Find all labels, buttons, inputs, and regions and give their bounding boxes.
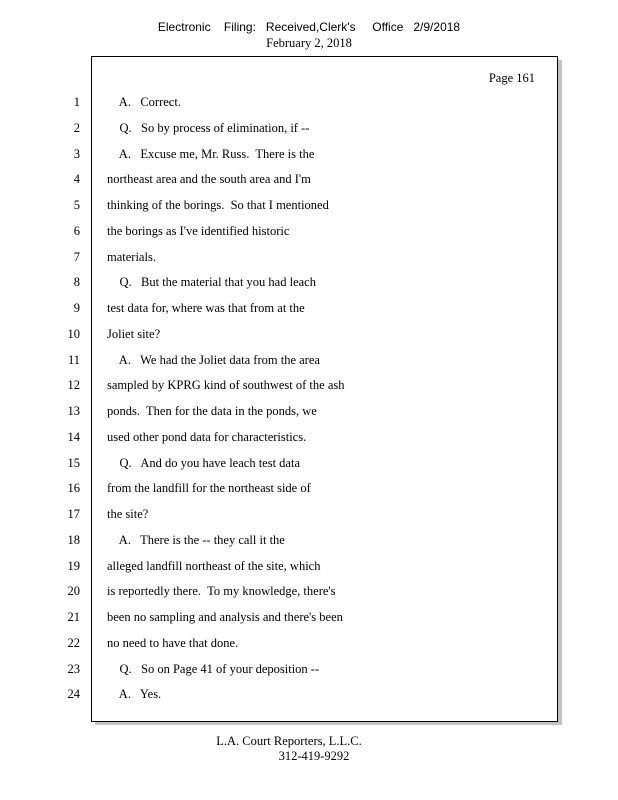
line-number: 7: [73, 250, 80, 264]
transcript-line-text: A. Correct.: [107, 95, 181, 109]
reporter-company: L.A. Court Reporters, L.L.C.: [216, 734, 362, 748]
transcript-line-text: Q. And do you have leach test data: [107, 456, 301, 470]
transcript-line-text: ponds. Then for the data in the ponds, we: [107, 404, 317, 418]
line-number: 18: [67, 533, 80, 547]
transcript-line-text: alleged landfill northeast of the site, which: [107, 559, 321, 573]
transcript-line-text: test data for, where was that from at the: [107, 301, 305, 315]
line-number: 23: [67, 662, 80, 676]
filing-stamp: Electronic Filing: Received,Clerk's Office 2/9/2018: [157, 20, 461, 34]
line-number: 10: [67, 327, 80, 341]
line-number: 24: [67, 687, 80, 701]
line-number: 1: [73, 95, 80, 109]
transcript-line-text: is reportedly there. To my knowledge, there's: [107, 584, 336, 598]
line-number: 5: [73, 198, 80, 212]
line-number: 14: [67, 430, 80, 444]
reporter-phone: 312-419-9292: [278, 749, 350, 763]
line-number: 20: [67, 584, 80, 598]
transcript-line-text: from the landfill for the northeast side of: [107, 481, 311, 495]
transcript-line-text: been no sampling and analysis and there's been: [107, 610, 343, 624]
page-number: Page 161: [488, 71, 535, 85]
line-number: 17: [67, 507, 80, 521]
line-number: 4: [73, 172, 80, 186]
line-number: 6: [73, 224, 80, 238]
transcript-line-text: used other pond data for characteristics.: [107, 430, 307, 444]
filing-date: February 2, 2018: [266, 36, 352, 50]
transcript-line-text: materials.: [107, 250, 156, 264]
line-number: 16: [67, 481, 80, 495]
transcript-line-text: A. Yes.: [107, 687, 162, 701]
transcript-line-text: no need to have that done.: [107, 636, 239, 650]
transcript-line-text: Joliet site?: [107, 327, 161, 341]
transcript-line-text: A. Excuse me, Mr. Russ. There is the: [107, 147, 315, 161]
line-number: 8: [73, 275, 80, 289]
transcript-line-text: sampled by KPRG kind of southwest of the ash: [107, 378, 345, 392]
line-number: 22: [67, 636, 80, 650]
line-number: 12: [67, 378, 80, 392]
line-number: 9: [73, 301, 80, 315]
transcript-line-text: the borings as I've identified historic: [107, 224, 290, 238]
line-number: 15: [67, 456, 80, 470]
line-number: 21: [67, 610, 80, 624]
transcript-line-text: A. We had the Joliet data from the area: [107, 353, 320, 367]
line-number: 19: [67, 559, 80, 573]
line-number: 2: [73, 121, 80, 135]
transcript-line-text: northeast area and the south area and I'm: [107, 172, 311, 186]
line-number: 11: [67, 353, 80, 367]
transcript-line-text: Q. So on Page 41 of your deposition --: [107, 662, 320, 676]
transcript-line-text: Q. But the material that you had leach: [107, 275, 316, 289]
transcript-line-text: thinking of the borings. So that I mentioned: [107, 198, 329, 212]
transcript-line-text: A. There is the -- they call it the: [107, 533, 285, 547]
line-number: 3: [73, 147, 80, 161]
transcript-line-text: Q. So by process of elimination, if --: [107, 121, 310, 135]
transcript-line-text: the site?: [107, 507, 149, 521]
line-number: 13: [67, 404, 80, 418]
